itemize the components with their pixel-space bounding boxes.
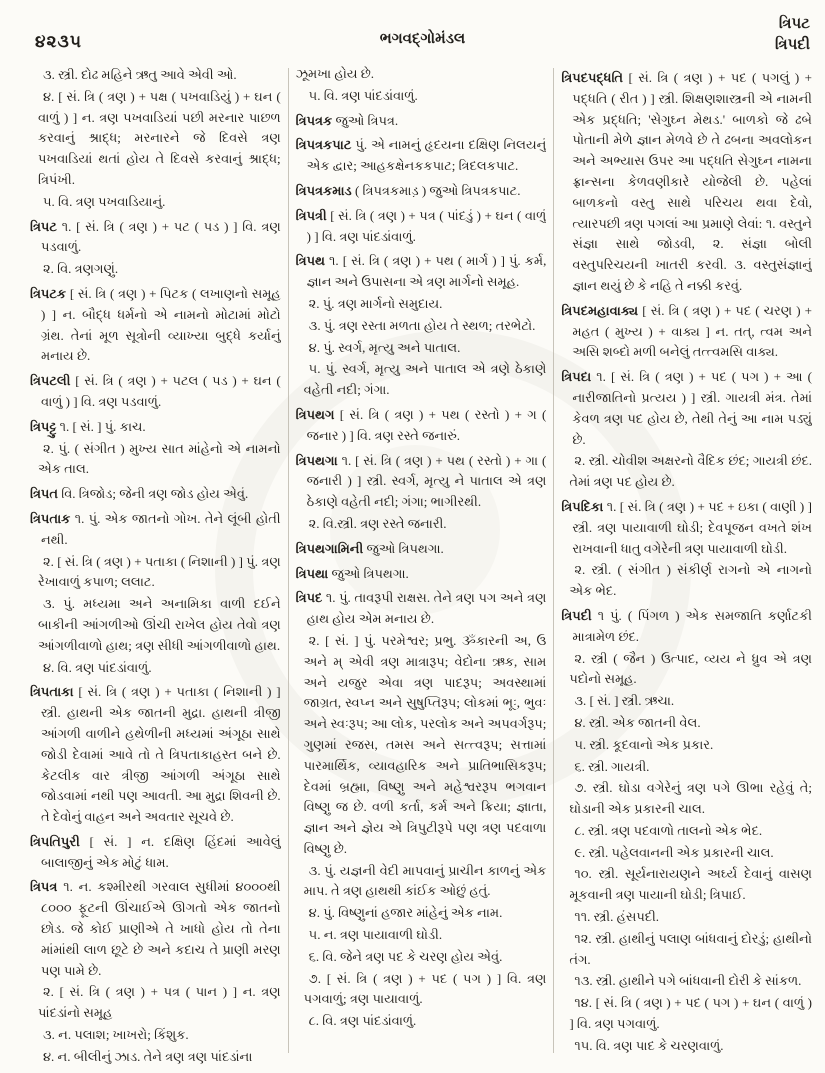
headword: ત્રિપથા <box>295 565 329 581</box>
column-1 <box>30 64 281 1065</box>
headword: ત્રિપથ <box>295 253 325 269</box>
sense-line: ૪. પું. સ્વર્ગ, મૃત્યુ અને પાતાલ. <box>308 339 461 355</box>
headword: ત્રિપત્રકપાટ <box>295 137 352 153</box>
sense-line: ૫. વિ. ત્રણ પાંદડાંવાળું. <box>308 87 418 103</box>
sense-line: ૪. સ્ત્રી. એક જાતની વેલ. <box>574 714 701 730</box>
page-number: ૪૨૩૫ <box>35 32 83 51</box>
headword: ત્રિપત્રક <box>295 112 333 128</box>
sense-line: ૨. [ સં. ] પું. પરમેશ્વર; પ્રભુ. ૐકારની અ, ઉ અને મ્ એવી ત્રણ માત્રારૂપ; વેદોના ઋક, સામ અને યજુર એવા ત્રણ પાદરૂપ; અવસ્થામાં જાગ્રત, સ્વપ્ન અને સુષુપ્તિરૂપ; લોકમાં ભૂઃ, ભુવઃ અને સ્વઃરૂપ; આ લોક, પરલોક અને અપવર્ગરૂપ; ગુણમાં રજસ, તમસ અને સત્ત્વરૂપ; સત્તામાં પારમાર્થિક, વ્યાવહારિક અને પ્રાતિભાસિકરૂપ; દેવમાં બ્રહ્મા, વિષ્ણુ અને મહેશ્વરરૂપ ભગવાન વિષ્ણુ જ છે. વળી કર્તા, કર્મ અને ક્રિયા; જ્ઞાતા, જ્ઞાન અને જ્ઞેય એ ત્રિપુટીરૂપે પણ ત્રણ પદવાળા વિષ્ણુ છે. <box>303 632 547 856</box>
sense-line: ૭. સ્ત્રી. ઘોડા વગેરેનું ત્રણ પગે ઊભા રહેવું તે; ઘોડાની એક પ્રકારની ચાલ. <box>569 780 812 817</box>
sense-line: ૪. ન. બીલીનું ઝાડ. તેને ત્રણ ત્રણ પાંદડાંના <box>43 1048 253 1064</box>
column-3 <box>561 64 812 1065</box>
sense-line: ૮. સ્ત્રી. ત્રણ પદવાળો તાલનો એક ભેદ. <box>574 822 763 838</box>
dictionary-entry: ત્રિપત્રકમાડ ( ત્રિપત્રકમાડ઼ ) જુઓ ત્રિપત્રકપાટ. <box>295 182 521 198</box>
dictionary-entry: ત્રિપટ્ટુ ૧. [ સં. ] પું. કાચ. <box>30 418 146 434</box>
headword: ત્રિપતિપુરી <box>30 833 80 849</box>
guide-word-bottom: ત્રિપદી <box>774 37 810 53</box>
dictionary-entry: ત્રિપદા ૧. [ સં. ત્રિ ( ત્રણ ) + પદ ( પગ ) + આ ( નારીજાતિનો પ્રત્યય ) ] સ્ત્રી. ગાયત્રી મંત્ર. તેમાં કેવળ ત્રણ પદ હોય છે, તેથી તેનું આ નામ પડ્યું છે. <box>561 369 812 447</box>
column-divider-2 <box>553 68 554 1053</box>
headword: ત્રિપતાકા <box>30 684 74 700</box>
sense-line: ૨. [ સં. ત્રિ ( ત્રણ ) + પત્ર ( પાન ) ] ન. ત્રણ પાંદડાંનો સમૂહ <box>38 984 281 1021</box>
sense-line: ૧૧. સ્ત્રી. હંસપદી. <box>574 909 660 925</box>
sense-line: ૯. સ્ત્રી. પહેલવાનની એક પ્રકારની ચાલ. <box>574 844 774 860</box>
dictionary-entry: ત્રિપથગા ૧. [ સં. ત્રિ ( ત્રણ ) + પથ ( રસ્તો ) + ગા ( જનારી ) ] સ્ત્રી. સ્વર્ગ, મૃત્યુ ને પાતાલ એ ત્રણ ઠેકાણે વહેતી નદી; ગંગા; ભાગીરથી. <box>295 452 547 510</box>
sense-line: ૨. સ્ત્રી ( જૈન ) ઉત્પાદ, વ્યય ને ધ્રુવ એ ત્રણ પદોનો સમૂહ. <box>569 650 812 687</box>
sense-line: ૩. પું. ત્રણ રસ્તા મળતા હોય તે સ્થળ; તરભેટો. <box>308 317 536 333</box>
sense-line: ૩. [ સં. ] સ્ત્રી. ઋચા. <box>574 693 675 709</box>
sense-line: ૫. પું. સ્વર્ગ, મૃત્યુ અને પાતાલ એ ત્રણે ઠેકાણે વહેતી નદી; ગંગા. <box>303 361 547 398</box>
dictionary-entry: ત્રિપટ ૧. [ સં. ત્રિ ( ત્રણ ) + પટ ( પડ ) ] વિ. ત્રણ પડવાળું. <box>30 218 281 255</box>
sense-line: ૨. વિ.સ્ત્રી. ત્રણ રસ્તે જનારી. <box>308 515 447 531</box>
sense-line: ૪. પું. વિષ્ણુનાં હજાર માંહેનું એક નામ. <box>308 905 503 921</box>
sense-line: ૬. સ્ત્રી. ગાયત્રી. <box>574 758 650 774</box>
sense-line: ૨. વિ. ત્રણગણું. <box>43 261 119 277</box>
dictionary-entry: ત્રિપતાક ૧. પું. એક જાતનો ગોખ. તેને લૂંબી હોતી નથી. <box>30 510 281 547</box>
book-title: ભગવદ્ગોમંડલ <box>379 31 466 47</box>
headword: ત્રિપટ <box>30 218 57 234</box>
sense-line: ૨. સ્ત્રી. ( સંગીત ) સંકીર્ણ રાગનો એ નાગનો એક ભેદ. <box>569 562 812 599</box>
sense-line: ૭. [ સં. ત્રિ ( ત્રણ ) + પદ ( પગ ) ] વિ. ત્રણ પગવાળું; ત્રણ પાયાવાળું. <box>303 970 547 1007</box>
dictionary-entry: ત્રિપથગ [ સં. ત્રિ ( ત્રણ ) + પથ ( રસ્તો ) + ગ ( જનાર ) ] વિ. ત્રણ રસ્તે જનારું. <box>295 406 547 443</box>
sense-line: ૩. પું. યજ્ઞની વેદી માપવાનું પ્રાચીન કાળનું એક માપ. તે ત્રણ હાથથી કાંઈક ઓછું હતું. <box>303 862 547 899</box>
sense-line: ૩. ન. પલાશ; ખાખરો; કિંશુક. <box>43 1027 189 1043</box>
sense-line: ઝૂમખા હોય છે. <box>295 66 375 81</box>
dictionary-entry: ત્રિપત્રી [ સં. ત્રિ ( ત્રણ ) + પત્ર ( પાંદડું ) + ઘન ( વાળું ) ] વિ. ત્રણ પાંદડાંવાળું. <box>295 207 547 244</box>
dictionary-columns <box>30 64 812 1065</box>
sense-line: ૧૪. [ સં. ત્રિ ( ત્રણ ) + પદ ( પગ ) + ઘન ( વાળું ) ] વિ. ત્રણ પગવાળું. <box>569 995 812 1032</box>
headword: ત્રિપથગામિની <box>295 540 364 556</box>
dictionary-entry: ત્રિપટક [ સં. ત્રિ ( ત્રણ ) + પિટક ( લખાણનો સમૂહ ) ] ન. બૌદ્ધ ધર્મનો એ નામનો મોટામાં મોટો ગ્રંથ. તેનાં મૂળ સૂત્રોની વ્યાખ્યા બુદ્ધે કર્યાનું મનાય છે. <box>30 285 281 364</box>
headword: ત્રિપદી <box>561 607 592 623</box>
headword: ત્રિપટ્ટુ <box>30 418 57 434</box>
headword: ત્રિપટક <box>30 285 67 301</box>
headword: ત્રિપદ <box>295 590 323 606</box>
dictionary-entry: ત્રિપથગામિની જુઓ ત્રિપથગા. <box>295 540 444 556</box>
page-header <box>35 14 810 64</box>
headword: ત્રિપત્રકમાડ <box>295 182 352 198</box>
column-divider-1 <box>288 68 289 1053</box>
dictionary-entry: ત્રિપત્રક જુઓ ત્રિપત્ર. <box>295 112 399 128</box>
dictionary-entry: ત્રિપતાકા [ સં. ત્રિ ( ત્રણ ) + પતાકા ( નિશાની ) ] સ્ત્રી. હાથની એક જાતની મુદ્રા. હાથની ત્રીજી આંગળી વાળીને હથેળીની મધ્યમાં અંગૂઠા સાથે જોડી દેવામાં આવે તો તે ત્રિપતાકાહસ્ત બને છે. કેટલીક વાર ત્રીજી આંગળી અંગૂઠા સાથે જોડવામાં નથી પણ આવતી. આ મુદ્રા શિવની છે. તે દેવોનું વાહન અને અવતાર સૂચવે છે. <box>30 684 281 825</box>
headword: ત્રિપથગા <box>295 452 338 468</box>
dictionary-entry: ત્રિપદ ૧. પું. તાવરૂપી રાક્ષસ. તેને ત્રણ પગ અને ત્રણ હાથ હોય એમ મનાય છે. <box>295 590 547 627</box>
sense-line: ૨. સ્ત્રી. ચોવીશ અક્ષરનો વૈદિક છંદ; ગાયત્રી છંદ. તેમાં ત્રણ પદ હોય છે. <box>569 453 812 490</box>
dictionary-entry: ત્રિપટલી [ સં. ત્રિ ( ત્રણ ) + પટલ ( પડ ) + ઘન ( વાળું ) ] વિ. ત્રણ પડવાળું. <box>30 373 281 409</box>
dictionary-entry: ત્રિપતિપુરી [ સં. ] ન. દક્ષિણ હિંદમાં આવેલું બાલાજીનું એક મોટું ધામ. <box>30 833 281 870</box>
dictionary-entry: ત્રિપથા જુઓ ત્રિપથગા. <box>295 565 409 581</box>
sense-line: ૮. વિ. ત્રણ પાંદડાંવાળું. <box>308 1013 417 1029</box>
headword: ત્રિપત્ર <box>30 879 58 895</box>
sense-line: ૫. ન. ત્રણ પાયાવાળી ઘોડી. <box>308 927 443 943</box>
headword: ત્રિપદપદ્ધતિ <box>561 70 624 85</box>
dictionary-entry: ત્રિપત્રકપાટ પું. એ નામનું હૃદયના દક્ષિણ નિલયનું એક દ્વાર; આહકક્ષેનકકપાટ; ત્રિદલકપાટ. <box>295 137 547 174</box>
guide-word-top: ત્રિપટ <box>778 16 810 32</box>
sense-line: ૧૦. સ્ત્રી. સૂર્યનારાયણને અર્ઘ્ય દેવાનું વાસણ મૂકવાની ત્રણ પાયાની ઘોડી; ત્રિપાઈ. <box>569 866 812 903</box>
sense-line: ૧૩. સ્ત્રી. હાથીને પગે બાંધવાની દોરી કે સાંકળ. <box>574 973 802 989</box>
dictionary-entry: ત્રિપથ ૧. [ સં. ત્રિ ( ત્રણ ) + પથ ( માર્ગ ) ] પું. કર્મ, જ્ઞાન અને ઉપાસના એ ત્રણ માર્ગનો સમૂહ. <box>295 253 547 290</box>
headword: ત્રિપતાક <box>30 510 71 526</box>
sense-line: ૨. [ સં. ત્રિ ( ત્રણ ) + પતાકા ( નિશાની ) ] પું. ત્રણ રેખાવાળું કપાળ; લલાટ. <box>38 553 281 590</box>
headword: ત્રિપત્રી <box>295 207 327 223</box>
sense-line: ૬. વિ. જેને ત્રણ પદ કે ચરણ હોય એવું. <box>308 948 503 964</box>
guide-words <box>775 14 810 56</box>
sense-line: ૩. પું. મધ્યમા અને અનામિકા વાળી દઈને બાકીની આંગળીઓ ઊંચી રાખેલ હોય તેવો ત્રણ આંગળીવાળો હાથ; ત્રણ સીધી આંગળીવાળો હાથ. <box>38 596 281 653</box>
sense-line: ૧૫. વિ. ત્રણ પાદ કે ચરણવાળું. <box>574 1037 724 1053</box>
headword: ત્રિપટલી <box>30 373 71 389</box>
headword: ત્રિપદા <box>561 369 592 385</box>
sense-line: ૪. [ સં. ત્રિ ( ત્રણ ) + પક્ષ ( પખવાડિયું ) + ઘન ( વાળું ) ] ન. ત્રણ પખવાડિયાં પછી મરનાર પાછળ કરવાનું શ્રાદ્ધ; મરનારને જે દિવસે ત્રણ પખવાડિયાં થતાં હોય તે દિવસે કરવાનું શ્રાદ્ધ; ત્રિપંખી. <box>38 88 281 187</box>
sense-line: ૨. પું. ( સંગીત ) મુખ્ય સાત માંહેનો એ નામનો એક તાલ. <box>38 440 281 477</box>
headword: ત્રિપથગ <box>295 406 335 422</box>
sense-line: ૫. સ્ત્રી. કૂદવાનો એક પ્રકાર. <box>574 736 714 752</box>
sense-line: ૨. પું. ત્રણ માર્ગનો સમુદાય. <box>308 295 443 311</box>
dictionary-entry: ત્રિપદી ૧ પું. ( પિંગળ ) એક સમજાતિ કર્ણાટકી માત્રામેળ છંદ. <box>561 607 812 644</box>
dictionary-entry: ત્રિપત્ર ૧. ન. કશ્મીરથી ગરવાલ સુધીમાં ૪૦૦૦થી ૮૦૦૦ ફૂટની ઊંચાઈએ ઊગતો એક જાતનો છોડ. જે કોઈ પ્રાણીએ તે ખાધો હોય તો તેના માંમાંથી લાળ છૂટે છે અને કદાચ તે પ્રાણી મરણ પણ પામે છે. <box>30 879 281 978</box>
headword: ત્રિપદિકા <box>561 498 604 514</box>
dictionary-entry: ત્રિપદિકા ૧. [ સં. ત્રિ ( ત્રણ ) + પદ + ઇકા ( વાણી ) ] સ્ત્રી. ત્રણ પાયાવાળી ઘોડી; દેવપૂજન વખતે શંખ રાખવાની ધાતુ વગેરેની ત્રણ પાયાવાળી ઘોડી. <box>561 498 812 556</box>
headword: ત્રિપદમહાવાક્ય <box>561 302 639 318</box>
sense-line: ૪. વિ. ત્રણ પાંદડાંવાળું. <box>43 659 152 675</box>
headword: ત્રિપત <box>30 486 58 502</box>
sense-line: ૩. સ્ત્રી. દોઢ મહિને ઋતુ આવે એવી ઓ. <box>43 67 237 82</box>
dictionary-entry: ત્રિપત વિ. ત્રિજોડ; જેની ત્રણ જોડ હોય એવું. <box>30 486 249 502</box>
dictionary-entry: ત્રિપદપદ્ધતિ [ સં. ત્રિ ( ત્રણ ) + પદ ( પગલું ) + પદ્ધતિ ( રીત ) ] સ્ત્રી. શિક્ષણશાસ્ત્રની એ નામની એક પ્રદ્ધતિ; 'સેગુઘ્ન મેથડ.' બાળકો જે ઢબે પોતાની મેળે જ્ઞાન મેળવે છે તે ઢબના અવલોકન અને અભ્યાસ ઉપર આ પદ્ધતિ સેગુઘ્ન નામના ફ્રાન્સના કેળવણીકારે યોજેલી છે. પહેલાં બાળકનો વસ્તુ સાથે પરિચય થવા દેવો, ત્યારપછી ત્રણ પગલાં આ પ્રમાણે લેવાં: ૧. વસ્તુને સંજ્ઞા સાથે જોડવી, ૨. સંજ્ઞા બોલી વસ્તુપરિચયની ખાતરી કરવી. ૩. વસ્તુસંજ્ઞાનું જ્ઞાન થયું છે કે નહિ તે નક્કી કરવું. <box>561 70 812 293</box>
column-2 <box>296 64 547 1065</box>
sense-line: ૫. વિ. ત્રણ પખવાડિયાનું. <box>43 193 166 209</box>
dictionary-entry: ત્રિપદમહાવાક્ય [ સં. ત્રિ ( ત્રણ ) + પદ ( ચરણ ) + મહત ( મુખ્ય ) + વાક્ય ] ન. તત્, ત્વમ અને અસિ શબ્દો મળી બનેલું તત્ત્વમસિ વાક્ય. <box>561 302 812 360</box>
sense-line: ૧૨. સ્ત્રી. હાથીનું પલાણ બાંધવાનું દોરડું; હાથીનો તંગ. <box>569 930 812 967</box>
